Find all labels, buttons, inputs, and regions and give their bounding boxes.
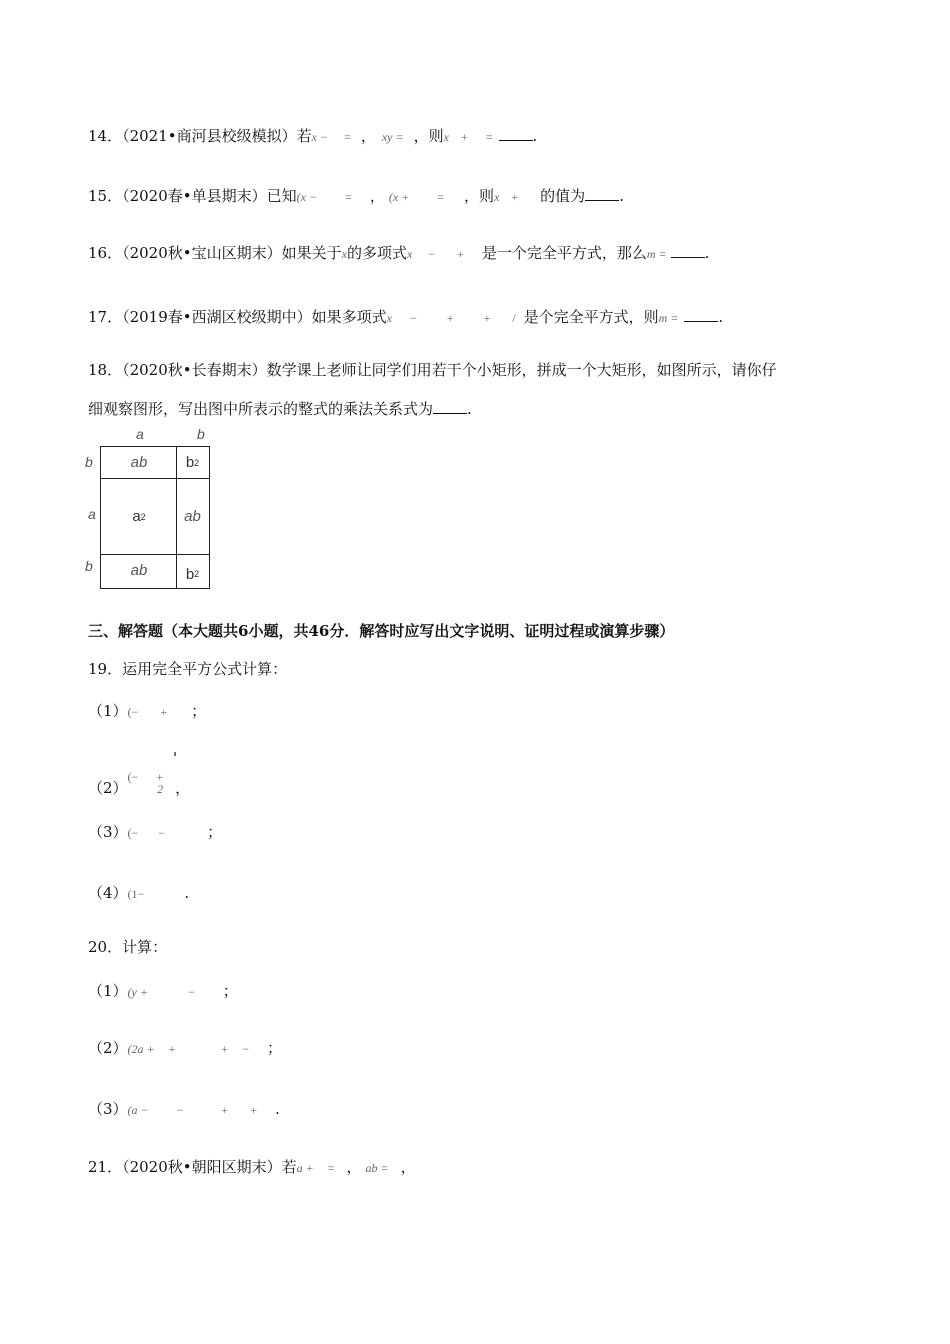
question-19-part-1 [88,701,206,722]
math-expr: + [460,130,468,144]
question-text: 细观察图形，写出图中所表示的整式的乘法关系式为 [88,400,434,418]
question-source: （2019春•西湖区校级期中）如果多项式 [122,308,387,326]
question-number: 16． [88,244,123,262]
question-number: 14． [88,127,123,145]
math-expr: m = [646,247,667,261]
math-expr: (1− [127,887,145,901]
math-expr: + [221,1103,229,1117]
math-expr: + [457,247,464,261]
math-expr: ab = [365,1161,389,1175]
math-expr: − [176,1103,184,1117]
math-expr: + [483,311,491,325]
question-20-part-2 [88,1038,282,1059]
math-expr: / [512,311,516,325]
figure-label-left-b: b [85,558,93,574]
question-text: （2020秋•长春期末）数学课上老师让同学们用若干个小矩形，拼成一个大矩形，如图所示，请你仔 [122,361,777,379]
punctuation: ； [266,1039,282,1057]
math-expr: + [221,1042,229,1056]
math-expr: x [386,311,392,325]
answer-blank[interactable] [671,243,705,258]
math-expr: = [345,190,352,204]
math-expr: − [242,1042,249,1056]
question-text: 是一个完全平方式，那么 [481,244,647,262]
figure-label-top-b: b [197,426,205,442]
question-text: 是个完全平方式，则 [523,308,659,326]
math-expr: xy = [381,130,404,144]
part-label: （3） [88,823,128,841]
math-expr: (2a + [127,1042,155,1056]
superscript: 2 [140,511,146,522]
question-source: （2021•商河县校级模拟）若 [122,127,312,145]
figure-label-left-a: a [88,506,96,522]
punctuation: ； [191,702,207,720]
punctuation: . [704,244,710,262]
cell-text: b [185,454,195,471]
math-expr: x − [311,130,329,144]
question-18-line-2 [88,399,472,419]
question-source: （2020秋•朝阳区期末）若 [122,1158,297,1176]
question-number: 17． [88,308,123,326]
math-expr: m = [658,311,679,325]
math-expr: − [158,826,166,840]
question-source: （2020秋•宝山区期末）如果关于 [122,244,342,262]
part-label: （2） [88,779,128,797]
question-18-line-1 [88,360,777,380]
cell-r2c1 [102,479,176,554]
part-label: （4） [88,884,128,902]
answer-blank[interactable] [499,126,533,141]
math-expr: ' [173,749,178,767]
part-label: （1） [88,702,128,720]
math-expr: + [511,190,519,204]
math-expr: x [406,247,413,261]
punctuation: . [532,127,538,145]
question-21 [88,1157,416,1178]
cell-r3c1: ab [130,561,148,579]
question-text: 的多项式 [346,244,407,262]
question-number: 21． [88,1158,123,1176]
figure-label-left-b: b [85,454,93,470]
question-19-part-2 [88,770,191,799]
question-number: 18． [88,361,123,379]
math-expr: + [160,705,168,719]
question-20-part-3 [88,1099,280,1120]
math-expr: (− [127,826,139,840]
punctuation: . [467,400,472,418]
cell-text: a [132,508,141,525]
punctuation: ， [360,127,376,145]
math-expr: + [250,1103,257,1117]
math-expr: = [437,190,445,204]
punctuation: ， [369,187,385,205]
math-expr: − [187,985,195,999]
punctuation: ； [222,982,238,1000]
cell-text: b [185,565,195,583]
math-expr: (a − [127,1103,149,1117]
answer-blank[interactable] [433,399,467,414]
cell-r1c2 [177,447,208,478]
math-expr: a + [296,1161,314,1175]
answer-blank[interactable] [585,186,619,201]
math-expr: 2 [157,782,164,796]
part-label: （2） [88,1039,128,1057]
math-expr: x [443,130,449,144]
cell-r1c1: ab [130,454,148,471]
punctuation: . [718,308,724,326]
answer-blank[interactable] [684,307,718,322]
question-17 [88,307,723,328]
punctuation: . [619,187,624,205]
superscript: 2 [194,457,200,468]
question-19-title: 19．运用完全平方公式计算： [88,660,288,678]
math-expr: = [344,130,351,144]
punctuation: ， [400,1158,416,1176]
punctuation: ，则 [464,187,495,205]
question-number: 15． [88,187,123,205]
question-15 [88,186,624,207]
rectangle-figure [80,426,220,596]
part-label: （3） [88,1100,128,1118]
cell-r2c2: ab [184,508,201,525]
math-expr: x [494,190,500,204]
math-expr: (x + [388,190,410,204]
math-expr: x [341,247,347,261]
part-label: （1） [88,982,128,1000]
math-expr: − [428,247,436,261]
math-expr: (x − [296,190,318,204]
punctuation: ； [207,823,223,841]
question-19-part-3 [88,822,222,843]
question-14 [88,126,537,147]
math-expr: − [409,311,417,325]
math-expr: + [156,770,164,784]
section-heading: 三、解答题（本大题共6小题，共46分．解答时应写出文字说明、证明过程或演算步骤） [88,622,675,640]
superscript: 2 [194,569,200,579]
math-expr: (− [127,705,139,719]
math-expr: = [485,130,493,144]
math-expr: (y + [127,985,148,999]
punctuation: . [274,1100,280,1118]
question-text: 的值为 [540,187,586,205]
question-20-part-1 [88,981,238,1002]
punctuation: ，则 [413,127,444,145]
math-expr: (− [127,770,139,784]
question-19-part-4 [88,883,189,904]
question-source: （2020春•单县期末）已知 [122,187,297,205]
math-expr: + [446,311,454,325]
punctuation: . [184,884,190,902]
punctuation: ， [346,1158,362,1176]
question-20-title: 20．计算： [88,938,168,956]
question-16 [88,243,709,264]
math-expr: + [168,1042,176,1056]
cell-r3c2 [177,559,208,589]
figure-label-top-a: a [136,426,144,442]
math-expr: = [327,1161,335,1175]
punctuation: ， [175,779,191,797]
